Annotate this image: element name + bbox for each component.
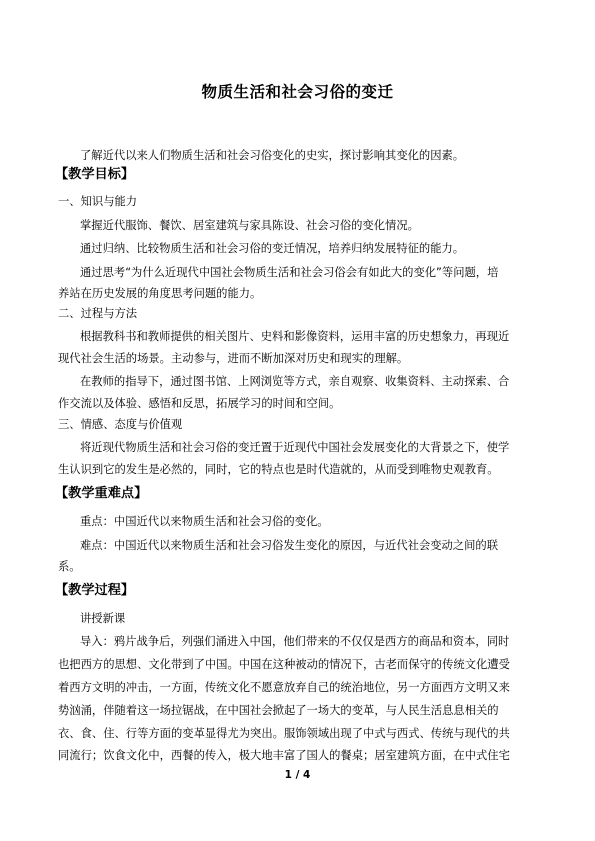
process-text-line: 势汹涌，伴随着这一场拉锯战，在中国社会掀起了一场大的变革，与人民生活息息相关的 <box>58 704 499 717</box>
heading-keypoints: 【教学重难点】 <box>55 486 148 501</box>
process-text-line: 也把西方的思想、文化带到了中国。中国在这种被动的情况下，古老而保守的传统文化遭受 <box>58 658 510 671</box>
objective-knowledge-label: 一、知识与能力 <box>58 195 138 208</box>
objective-process-label: 二、过程与方法 <box>58 307 138 320</box>
keypoint-difficulty-line-2: 系。 <box>58 560 81 573</box>
process-subheading: 讲授新课 <box>80 612 126 625</box>
knowledge-paragraph-1: 掌握近代服饰、餐饮、居室建筑与家具陈设、社会习俗的变化情况。 <box>80 219 419 232</box>
emotion-paragraph-line-1: 将近现代物质生活和社会习俗的变迁置于近现代中国社会发展变化的大背景之下，使学 <box>80 441 510 454</box>
process-text-line: 衣、食、住、行等方面的变革显得尤为突出。服饰领域出现了中式与西式、传统与现代的共 <box>58 727 510 740</box>
intro-paragraph: 了解近代以来人们物质生活和社会习俗变化的史实，探讨影响其变化的因素。 <box>80 149 465 162</box>
knowledge-paragraph-2: 通过归纳、比较物质生活和社会习俗的变迁情况，培养归纳发展特征的能力。 <box>80 242 465 255</box>
keypoint-focus: 重点：中国近代以来物质生活和社会习俗的变化。 <box>80 515 329 528</box>
process-paragraph-1-line-1: 根据教科书和教师提供的相关图片、史料和影像资料，运用丰富的历史想象力，再现近 <box>80 330 510 343</box>
process-text-line: 同流行；饮食文化中，西餐的传入，极大地丰富了国人的餐桌；居室建筑方面，在中式住宅 <box>58 749 510 762</box>
document-title: 物质生活和社会习俗的变迁 <box>201 83 394 101</box>
knowledge-paragraph-3-line-1: 通过思考“为什么近现代中国社会物质生活和社会习俗会有如此大的变化”等问题，培 <box>80 266 499 279</box>
process-text-line: 导入：鸦片战争后，列强们涌进入中国，他们带来的不仅仅是西方的商品和资本，同时 <box>80 635 510 648</box>
process-paragraph-2-line-1: 在教师的指导下，通过图书馆、上网浏览等方式，亲自观察、收集资料、主动探索、合 <box>80 375 510 388</box>
knowledge-paragraph-3-line-2: 养站在历史发展的角度思考问题的能力。 <box>58 287 262 300</box>
process-paragraph-1-line-2: 现代社会生活的场景。主动参与，进而不断加深对历史和现实的理解。 <box>58 352 409 365</box>
heading-process: 【教学过程】 <box>55 583 135 598</box>
keypoint-difficulty-line-1: 难点：中国近代以来物质生活和社会习俗发生变化的原因，与近代社会变动之间的联 <box>80 539 498 552</box>
heading-objectives: 【教学目标】 <box>55 167 135 182</box>
page-number: 1 / 4 <box>284 769 311 781</box>
process-paragraph-2-line-2: 作交流以及体验、感悟和反思，拓展学习的时间和空间。 <box>58 397 341 410</box>
process-text-line: 着西方文明的冲击，一方面，传统文化不愿意放弃自己的统治地位，另一方面西方文明又来 <box>58 681 510 694</box>
emotion-paragraph-line-2: 生认识到它的发生是必然的，同时，它的特点也是时代造就的，从而受到唯物史观教育。 <box>58 463 499 476</box>
objective-emotion-label: 三、情感、态度与价值观 <box>58 418 183 431</box>
